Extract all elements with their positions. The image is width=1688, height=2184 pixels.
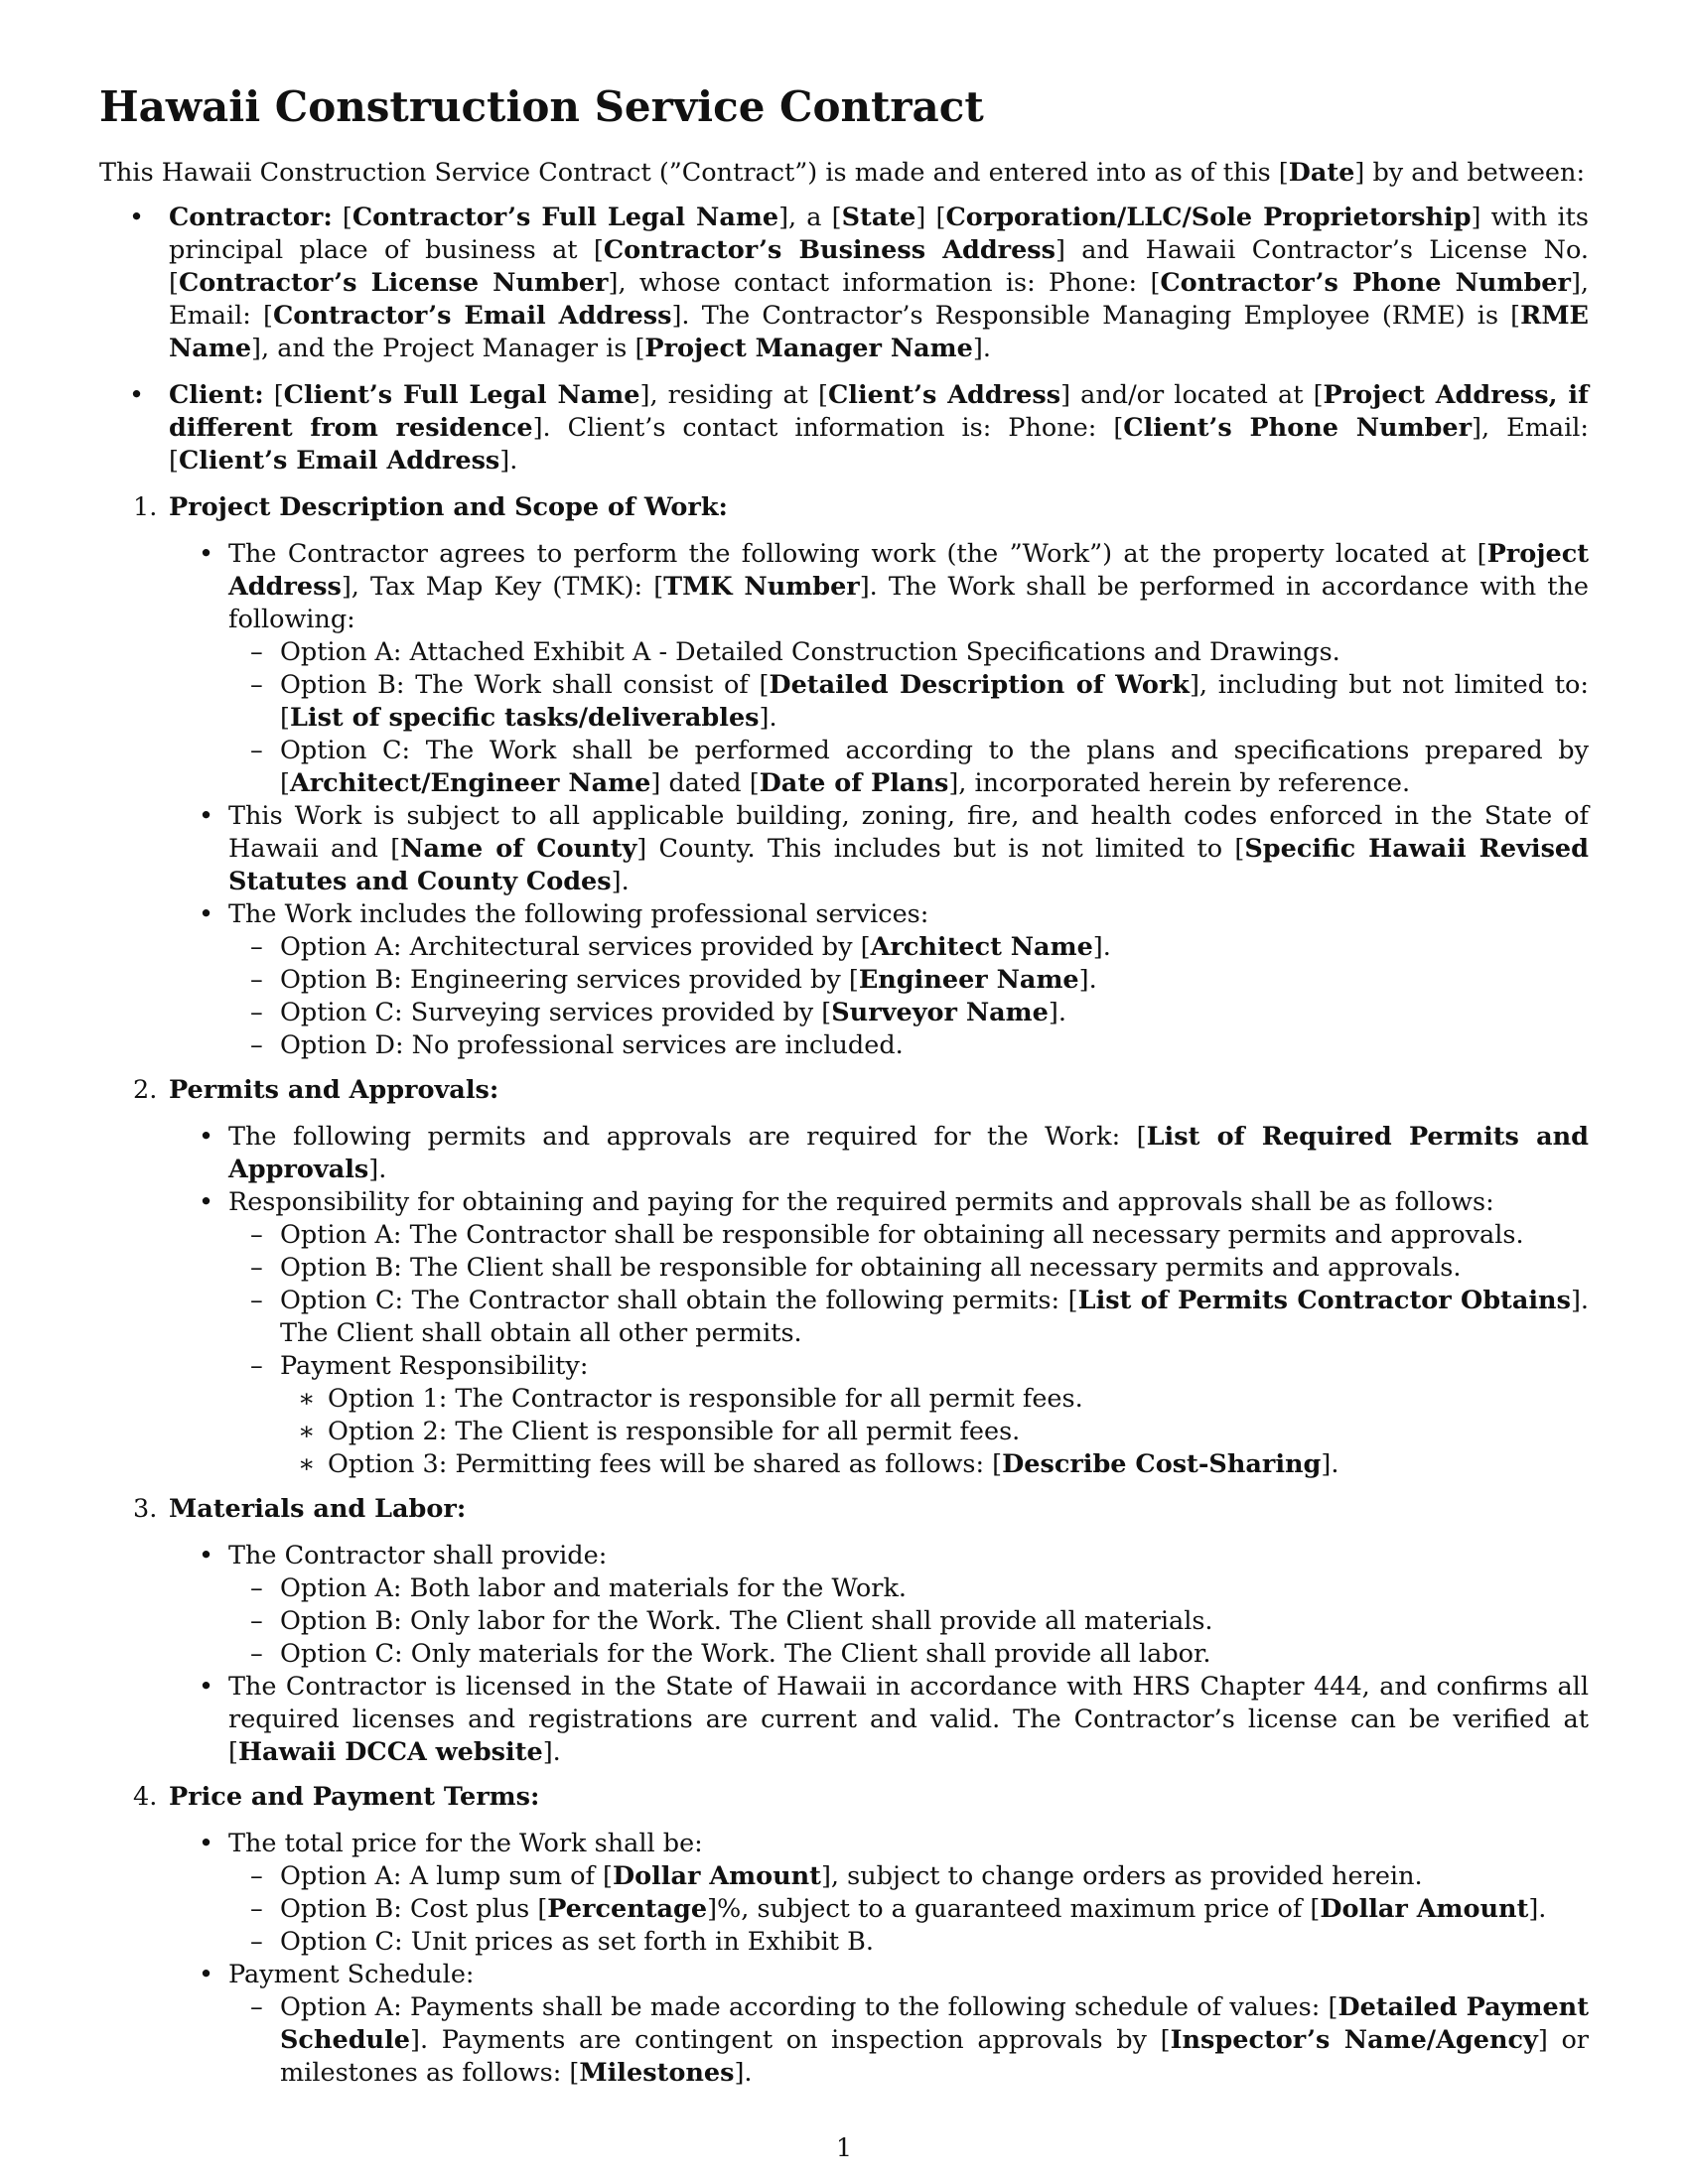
list-item: • The Work includes the following professional services: – Option A: Architectural services provided by [Architect Name]. – Option B: Engineering services provided by [Engineer Name]. – Option C: Surveying services provided by [Surveyor Name]. – Option D: No professional services are included. xyxy=(169,898,1589,1062)
section-heading: Permits and Approvals: xyxy=(169,1075,499,1105)
list-item: ∗ Option 3: Permitting fees will be shared as follows: [Describe Cost-Sharing]. xyxy=(280,1448,1589,1481)
intro-paragraph: This Hawaii Construction Service Contract (”Contract”) is made and entered into as of this [Date] by and between: xyxy=(99,158,1586,188)
list-item: – Option B: Only labor for the Work. The Client shall provide all materials. xyxy=(228,1605,1589,1638)
section-number: 3. xyxy=(133,1494,158,1524)
client-party: • Client: [Client’s Full Legal Name], residing at [Client’s Address] and/or located at [Project Address, if different from residence]. Client’s contact information is: Phone: [Client’s Phone Number], Email: [Client’s Email Address]. xyxy=(99,379,1589,478)
list-item: • The Contractor is licensed in the State of Hawaii in accordance with HRS Chapter 444, and confirms all required licenses and registrations are current and valid. The Contractor’s license can be verified at [Hawaii DCCA website]. xyxy=(169,1671,1589,1769)
list-item: – Option A: A lump sum of [Dollar Amount], subject to change orders as provided herein. xyxy=(228,1860,1589,1893)
list-item: – Option C: Surveying services provided by [Surveyor Name]. xyxy=(228,997,1589,1029)
list-item: ∗ Option 2: The Client is responsible for all permit fees. xyxy=(280,1416,1589,1448)
section-2 xyxy=(99,1074,1589,1481)
section-3 xyxy=(99,1493,1589,1769)
list-item: • The following permits and approvals are required for the Work: [List of Required Permits and Approvals]. xyxy=(169,1121,1589,1186)
client-label: Client: xyxy=(169,380,264,410)
list-item: – Option A: Payments shall be made according to the following schedule of values: [Detailed Payment Schedule]. Payments are contingent on inspection approvals by [Inspector’s Name/Agency] or milestones as follows: [Milestones]. xyxy=(228,1991,1589,2090)
list-item: • This Work is subject to all applicable building, zoning, fire, and health codes enforced in the State of Hawaii and [Name of County] County. This includes but is not limited to [Specific Hawaii Revised Statutes and County Codes]. xyxy=(169,800,1589,898)
list-item: – Option B: The Work shall consist of [Detailed Description of Work], including but not limited to: [List of specific tasks/deliverables]. xyxy=(228,669,1589,735)
list-item: – Option C: The Work shall be performed according to the plans and specifications prepared by [Architect/Engineer Name] dated [Date of Plans], incorporated herein by reference. xyxy=(228,735,1589,800)
section-heading: Price and Payment Terms: xyxy=(169,1782,540,1812)
section-heading: Project Description and Scope of Work: xyxy=(169,492,728,522)
list-item: – Option C: The Contractor shall obtain the following permits: [List of Permits Contractor Obtains]. The Client shall obtain all other permits. xyxy=(228,1285,1589,1350)
section-heading: Materials and Labor: xyxy=(169,1494,467,1524)
list-item: – Option A: Attached Exhibit A - Detailed Construction Specifications and Drawings. xyxy=(228,636,1589,669)
section-number: 4. xyxy=(133,1782,158,1812)
list-item: • The Contractor agrees to perform the following work (the ”Work”) at the property located at [Project Address], Tax Map Key (TMK): [TMK Number]. The Work shall be performed in accordance with the following: – Option A: Attached Exhibit A - Detailed Construction Specifications and Drawings. – Option B: The Work shall consist of [Detailed Description of Work], including but not limited to: [List of specific tasks/deliverables]. – Option C: The Work shall be performed according to the plans and specifications prepared by [Architect/Engineer Name] dated [Date of Plans], incorporated herein by reference. xyxy=(169,538,1589,800)
list-item: – Option A: Both labor and materials for the Work. xyxy=(228,1572,1589,1605)
contractor-party: • Contractor: [Contractor’s Full Legal Name], a [State] [Corporation/LLC/Sole Proprietorship] with its principal place of business at [Contractor’s Business Address] and Hawaii Contractor’s License No. [Contractor’s License Number], whose contact information is: Phone: [Contractor’s Phone Number], Email: [Contractor’s Email Address]. The Contractor’s Responsible Managing Employee (RME) is [RME Name], and the Project Manager is [Project Manager Name]. xyxy=(99,202,1589,365)
list-item: • The total price for the Work shall be: – Option A: A lump sum of [Dollar Amount], subject to change orders as provided herein. – Option B: Cost plus [Percentage]%, subject to a guaranteed maximum price of [Dollar Amount]. – Option C: Unit prices as set forth in Exhibit B. xyxy=(169,1828,1589,1959)
contractor-label: Contractor: xyxy=(169,203,333,232)
parties-list xyxy=(99,202,1589,478)
list-item: – Option B: Engineering services provided by [Engineer Name]. xyxy=(228,964,1589,997)
sections-list xyxy=(99,491,1589,2090)
list-item: – Payment Responsibility: ∗ Option 1: The Contractor is responsible for all permit fees. ∗ Option 2: The Client is responsible for all permit fees. ∗ Option 3: Permitting fees will be shared as follows: [Describe Cost-Sharing]. xyxy=(228,1350,1589,1481)
section-number: 2. xyxy=(133,1075,158,1105)
list-item: – Option C: Only materials for the Work. The Client shall provide all labor. xyxy=(228,1638,1589,1671)
document-title: Hawaii Construction Service Contract xyxy=(99,82,984,131)
section-number: 1. xyxy=(133,492,158,522)
list-item: – Option D: No professional services are included. xyxy=(228,1029,1589,1062)
list-item: • Responsibility for obtaining and paying for the required permits and approvals shall be as follows: – Option A: The Contractor shall be responsible for obtaining all necessary permits and approvals. – Option B: The Client shall be responsible for obtaining all necessary permits and approvals. – Option C: The Contractor shall obtain the following permits: [List of Permits Contractor Obtains]. The Client shall obtain all other permits. – Payment Responsibility: ∗ Option 1: The Contractor is responsible for all permit fees. ∗ Option 2: The Client is responsible for all permit fees. ∗ Option 3: Permitting fees will be shared as follows: [Describe Cost-Sharing]. xyxy=(169,1186,1589,1481)
list-item: • Payment Schedule: – Option A: Payments shall be made according to the following schedule of values: [Detailed Payment Schedule]. Payments are contingent on inspection approvals by [Inspector’s Name/Agency] or milestones as follows: [Milestones]. xyxy=(169,1959,1589,2090)
section-1 xyxy=(99,491,1589,1062)
list-item: – Option C: Unit prices as set forth in Exhibit B. xyxy=(228,1926,1589,1959)
list-item: • The Contractor shall provide: – Option A: Both labor and materials for the Work. – Option B: Only labor for the Work. The Client shall provide all materials. – Option C: Only materials for the Work. The Client shall provide all labor. xyxy=(169,1540,1589,1671)
list-item: – Option B: Cost plus [Percentage]%, subject to a guaranteed maximum price of [Dollar Amount]. xyxy=(228,1893,1589,1926)
list-item: – Option A: The Contractor shall be responsible for obtaining all necessary permits and approvals. xyxy=(228,1219,1589,1252)
list-item: – Option B: The Client shall be responsible for obtaining all necessary permits and approvals. xyxy=(228,1252,1589,1285)
page-number: 1 xyxy=(835,2133,853,2163)
contract-page xyxy=(99,81,1589,2102)
list-item: – Option A: Architectural services provided by [Architect Name]. xyxy=(228,931,1589,964)
list-item: ∗ Option 1: The Contractor is responsible for all permit fees. xyxy=(280,1383,1589,1416)
section-4 xyxy=(99,1781,1589,2090)
